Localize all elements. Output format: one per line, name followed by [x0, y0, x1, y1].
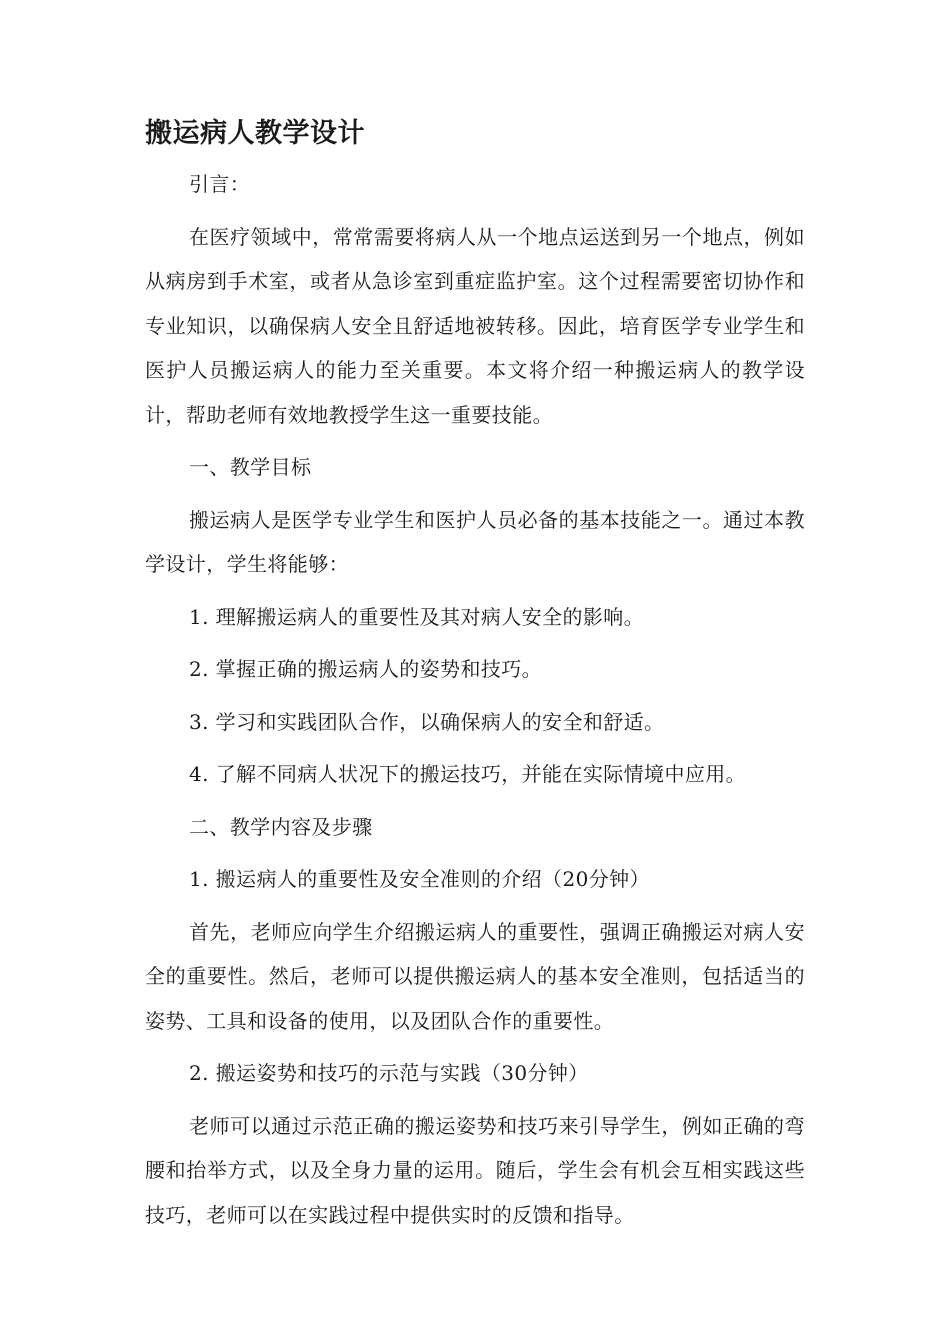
objective-item-3: 3. 学习和实践团队合作，以确保病人的安全和舒适。 — [189, 709, 665, 734]
intro-heading: 引言： — [189, 172, 251, 196]
step-paragraph-1: 首先，老师应向学生介绍搬运病人的重要性，强调正确搬运对病人安全的重要性。然后，老师可以提供搬运病人的基本安全准则，包括适当的姿势、工具和设备的使用，以及团队合作的重要性。 — [145, 919, 805, 1033]
intro-paragraph: 在医疗领域中，常常需要将病人从一个地点运送到另一个地点，例如从病房到手术室，或者从急诊室到重症监护室。这个过程需要密切协作和专业知识，以确保病人安全且舒适地被转移。因此，培育医学专业学生和医护人员搬运病人的能力至关重要。本文将介绍一种搬运病人的教学设计，帮助老师有效地教授学生这一重要技能。 — [145, 224, 805, 427]
step-heading-2: 2. 搬运姿势和技巧的示范与实践（30分钟） — [189, 1061, 589, 1085]
objective-item-4: 4. 了解不同病人状况下的搬运技巧，并能在实际情境中应用。 — [189, 762, 747, 786]
document-body — [145, 112, 805, 1245]
objective-item-2: 2. 掌握正确的搬运病人的姿势和技巧。 — [189, 657, 543, 681]
objectives-paragraph: 搬运病人是医学专业学生和医护人员必备的基本技能之一。通过本教学设计，学生将能够： — [145, 507, 805, 576]
step-heading-1: 1. 搬运病人的重要性及安全准则的介绍（20分钟） — [189, 867, 650, 891]
objective-item-1: 1. 理解搬运病人的重要性及其对病人安全的影响。 — [189, 604, 645, 629]
step-paragraph-2: 老师可以通过示范正确的搬运姿势和技巧来引导学生，例如正确的弯腰和抬举方式，以及全身力量的运用。随后，学生会有机会互相实践这些技巧，老师可以在实践过程中提供实时的反馈和指导。 — [145, 1113, 805, 1227]
section-heading-objectives: 一、教学目标 — [189, 455, 312, 479]
document-title: 搬运病人教学设计 — [145, 118, 365, 149]
section-heading-content: 二、教学内容及步骤 — [189, 814, 373, 839]
